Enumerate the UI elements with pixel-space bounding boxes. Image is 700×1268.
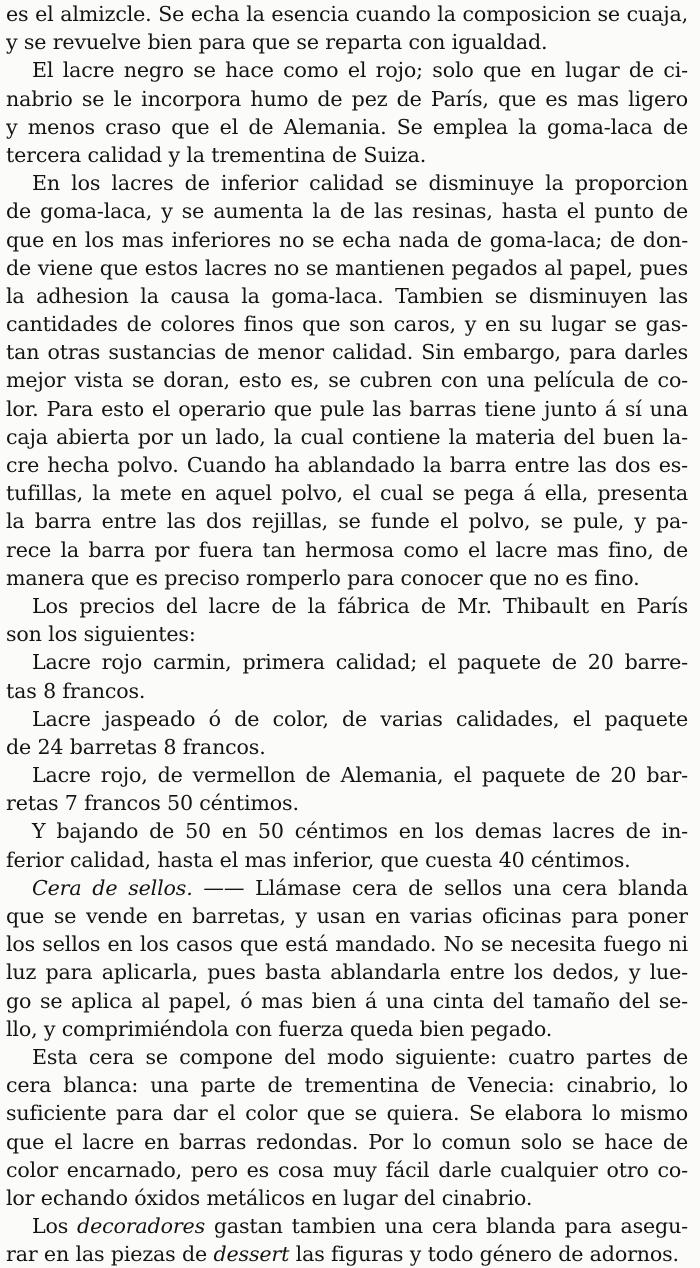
text-line: de viene que estos lacres no se mantienen pegados al papel, pues [6, 255, 688, 280]
text-line: que se vende en barretas, y usan en varias oficinas para poner [6, 904, 688, 928]
text-line: la adhesion la causa la goma-laca. Tambien se disminuyen las [6, 283, 688, 308]
text-line: la barra entre las dos rejillas, se funde el polvo, se pule, y pa- [6, 509, 688, 534]
text-line: Esta cera se compone del modo siguiente: cuatro partes de [32, 1044, 688, 1069]
text-line: suficiente para dar el color que se quiera. Se elabora lo mismo [6, 1101, 688, 1126]
text-line: Lacre jaspeado ó de color, de varias calidades, el paquete [32, 706, 688, 731]
line-segment: gastan tambien una cera blanda para asegu- [205, 1214, 688, 1239]
text-line: son los siguientes: [6, 622, 196, 647]
text-line: llo, y comprimiéndola con fuerza queda bien pegado. [6, 1016, 553, 1041]
line-segment: Llámase cera de sellos una cera blanda [255, 875, 688, 900]
text-line: luz para aplicarla, pues basta ablandarla entre los dedos, y lue- [6, 960, 688, 985]
text-line: cantidades de colores finos que son caros, y en su lugar se gas- [6, 312, 688, 337]
text-line [6, 874, 688, 902]
text-line: que en los mas inferiores no se echa nada de goma-laca; de don- [6, 227, 688, 252]
text-line: retas 7 francos 50 céntimos. [6, 791, 299, 816]
text-line: lor. Para esto el operario que pule las barras tiene junto á sí una [6, 396, 688, 421]
text-line: tercera calidad y la trementina de Suiza. [6, 142, 427, 167]
text-line: En los lacres de inferior calidad se disminuye la proporcion [32, 171, 688, 196]
text-line: caja abierta por un lado, la cual contiene la materia del buen la- [6, 424, 688, 449]
text-line: El lacre negro se hace como el rojo; solo que en lugar de ci- [32, 58, 688, 83]
text-line: color encarnado, pero es cosa muy fácil darle cualquier otro co- [6, 1157, 688, 1182]
text-line: cre hecha polvo. Cuando ha ablandado la barra entre las dos es- [6, 453, 688, 477]
text-line [6, 1240, 688, 1268]
text-line: de 24 barretas 8 francos. [6, 734, 266, 759]
section-heading: Cera de sellos. —— [32, 875, 256, 900]
text-line: tan otras sustancias de menor calidad. Sin embargo, para darles [6, 340, 688, 365]
text-line: Lacre rojo, de vermellon de Alemania, el paquete de 20 bar- [32, 763, 688, 788]
italic-term: dessert [213, 1242, 290, 1267]
line-segment: Los [32, 1214, 78, 1239]
text-line: go se aplica al papel, ó mas bien á una cinta del tamaño del se- [6, 988, 688, 1013]
text-line: de goma-laca, y se aumenta la de las resinas, hasta el punto de [6, 199, 688, 224]
text-line: es el almizcle. Se echa la esencia cuando la composicion se cuaja, [6, 2, 688, 26]
line-segment: rar en las piezas de [6, 1242, 214, 1267]
text-line: y se revuelve bien para que se reparta con igualdad. [6, 30, 548, 55]
text-line: manera que es preciso romperlo para conocer que no es fino. [6, 565, 640, 590]
text-line: y menos craso que el de Alemania. Se emplea la goma-laca de [6, 114, 688, 139]
line-segment: las figuras y todo género de adornos. [289, 1242, 679, 1267]
text-line [6, 1212, 688, 1240]
text-line: tas 8 francos. [6, 678, 146, 703]
text-line: lor echando óxidos metálicos en lugar del cinabrio. [6, 1185, 533, 1210]
text-line: los sellos en los casos que está mandado. No se necesita fuego ni [6, 932, 688, 957]
text-line: nabrio se le incorpora humo de pez de París, que es mas ligero [6, 86, 688, 111]
text-line: rece la barra por fuera tan hermosa como el lacre mas fino, de [6, 537, 688, 562]
text-line: cera blanca: una parte de trementina de Venecia: cinabrio, lo [6, 1073, 688, 1098]
text-line: Lacre rojo carmin, primera calidad; el paquete de 20 barre- [32, 650, 688, 675]
text-line: mejor vista se doran, esto es, se cubren con una película de co- [6, 368, 688, 393]
italic-term: decoradores [77, 1214, 205, 1239]
text-line: Los precios del lacre de la fábrica de Mr. Thibault en París [32, 593, 688, 618]
text-line: que el lacre en barras redondas. Por lo comun solo se hace de [6, 1129, 688, 1154]
text-line: ferior calidad, hasta el mas inferior, que cuesta 40 céntimos. [6, 847, 631, 872]
text-line: Y bajando de 50 en 50 céntimos en los demas lacres de in- [32, 819, 688, 844]
text-line: tufillas, la mete en aquel polvo, el cual se pega á ella, presenta [6, 481, 688, 506]
